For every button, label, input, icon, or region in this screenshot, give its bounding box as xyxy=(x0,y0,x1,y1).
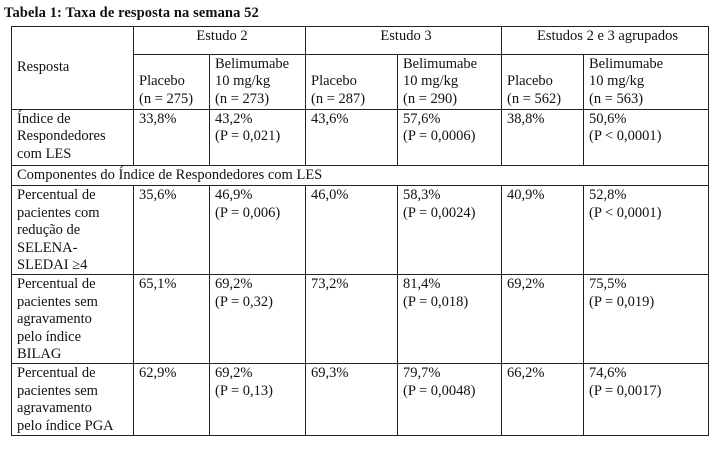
subheader-dose: 10 mg/kg xyxy=(215,73,271,90)
cell-p-value: (P = 0,018) xyxy=(403,293,469,310)
cell-value: 52,8% xyxy=(589,187,627,204)
table-cell xyxy=(584,364,709,436)
cell-value: 66,2% xyxy=(507,365,545,382)
cell-value: 69,3% xyxy=(311,365,349,382)
subheader-cell xyxy=(306,55,398,110)
cell-value: 65,1% xyxy=(139,276,177,293)
cell-value: 50,6% xyxy=(589,111,627,127)
row-label-line: agravamento xyxy=(17,311,92,328)
group-header-estudo-3: Estudo 3 xyxy=(306,27,502,55)
cell-value: 74,6% xyxy=(589,365,627,382)
cell-value: 69,2% xyxy=(507,276,545,293)
row-label-line: com LES xyxy=(17,145,72,162)
table-cell xyxy=(134,186,210,275)
subheader-n: (n = 275) xyxy=(139,90,194,107)
table-cell xyxy=(398,364,502,436)
cell-p-value: (P = 0,13) xyxy=(215,382,273,399)
row-label-line: redução de xyxy=(17,222,81,239)
subheader-dose: 10 mg/kg xyxy=(403,73,459,90)
cell-value: 46,9% xyxy=(215,187,253,204)
cell-p-value: (P = 0,021) xyxy=(215,128,281,145)
group-header-estudo-2: Estudo 2 xyxy=(134,27,306,55)
table-cell xyxy=(210,275,306,364)
table-cell xyxy=(210,186,306,275)
cell-value: 58,3% xyxy=(403,187,441,204)
table-caption: Tabela 1: Taxa de resposta na semana 52 xyxy=(4,5,259,21)
cell-p-value: (P = 0,32) xyxy=(215,293,273,310)
row-label-line: BILAG xyxy=(17,346,62,363)
table-cell xyxy=(502,275,584,364)
table-cell xyxy=(584,186,709,275)
subheader-arm: Placebo xyxy=(507,73,553,90)
subheader-n: (n = 563) xyxy=(589,90,644,107)
subheader-cell xyxy=(398,55,502,110)
cell-p-value: (P = 0,006) xyxy=(215,204,281,221)
table-cell xyxy=(134,275,210,364)
cell-p-value: (P = 0,019) xyxy=(589,293,655,310)
cell-p-value: (P = 0,0024) xyxy=(403,204,476,221)
cell-value: 75,5% xyxy=(589,276,627,293)
cell-value: 38,8% xyxy=(507,111,545,127)
subheader-arm: Placebo xyxy=(311,73,357,90)
row-label-line: pacientes sem xyxy=(17,293,98,310)
table-row xyxy=(12,275,709,364)
table-cell xyxy=(134,110,210,166)
row-label-line: pacientes sem xyxy=(17,382,98,399)
cell-value: 62,9% xyxy=(139,365,177,382)
row-label-line: agravamento xyxy=(17,400,92,417)
subheader-n: (n = 273) xyxy=(215,90,270,107)
group-header-pooled: Estudos 2 e 3 agrupados xyxy=(502,27,709,55)
subheader-cell xyxy=(134,55,210,110)
response-rate-table xyxy=(11,26,709,436)
table-cell xyxy=(502,186,584,275)
group-header-row xyxy=(12,27,709,55)
cell-value: 69,2% xyxy=(215,276,253,293)
cell-value: 57,6% xyxy=(403,111,441,127)
table-cell xyxy=(210,110,306,166)
cell-p-value: (P < 0,0001) xyxy=(589,128,662,145)
table-row xyxy=(12,186,709,275)
row-label xyxy=(12,275,134,364)
table-cell xyxy=(398,275,502,364)
table-cell xyxy=(398,186,502,275)
subheader-arm: Placebo xyxy=(139,73,185,90)
row-label-line: Percentual de xyxy=(17,276,96,293)
row-label-line: pelo índice xyxy=(17,328,82,345)
cell-value: 40,9% xyxy=(507,187,545,204)
row-label-line: Percentual de xyxy=(17,187,96,204)
cell-value: 79,7% xyxy=(403,365,441,382)
row-label-line: SELENA- xyxy=(17,239,78,256)
table-row xyxy=(12,364,709,436)
table-cell xyxy=(502,364,584,436)
cell-value: 73,2% xyxy=(311,276,349,293)
row-label xyxy=(12,110,134,166)
row-label xyxy=(12,186,134,275)
table-cell xyxy=(306,186,398,275)
row-label-line: Índice de xyxy=(17,111,71,127)
cell-value: 33,8% xyxy=(139,111,177,127)
subheader-cell xyxy=(210,55,306,110)
cell-value: 43,2% xyxy=(215,111,253,127)
row-label-line: Percentual de xyxy=(17,365,96,382)
cell-value: 46,0% xyxy=(311,187,349,204)
subheader-arm: Belimumabe xyxy=(403,55,478,72)
table-cell xyxy=(306,275,398,364)
cell-p-value: (P = 0,0048) xyxy=(403,382,476,399)
cell-value: 81,4% xyxy=(403,276,441,293)
section-title: Componentes do Índice de Respondedores com LES xyxy=(12,166,709,186)
subheader-n: (n = 562) xyxy=(507,90,562,107)
row-label-line: pelo índice PGA xyxy=(17,417,114,434)
table-cell xyxy=(306,364,398,436)
row-label xyxy=(12,364,134,436)
table-cell xyxy=(398,110,502,166)
section-row xyxy=(12,166,709,186)
row-label-line: Respondedores xyxy=(17,128,106,145)
subheader-cell xyxy=(584,55,709,110)
table-cell xyxy=(306,110,398,166)
subheader-n: (n = 287) xyxy=(311,90,366,107)
subheader-dose: 10 mg/kg xyxy=(589,73,645,90)
table-cell xyxy=(584,110,709,166)
cell-p-value: (P = 0,0017) xyxy=(589,382,662,399)
table-cell xyxy=(502,110,584,166)
subheader-arm: Belimumabe xyxy=(215,55,290,72)
response-column-header: Resposta xyxy=(12,27,134,110)
row-label-line: SLEDAI ≥4 xyxy=(17,257,88,274)
cell-p-value: (P = 0,0006) xyxy=(403,128,476,145)
subheader-n: (n = 290) xyxy=(403,90,458,107)
table-cell xyxy=(210,364,306,436)
table-cell xyxy=(584,275,709,364)
row-label-line: pacientes com xyxy=(17,204,100,221)
cell-value: 69,2% xyxy=(215,365,253,382)
cell-value: 35,6% xyxy=(139,187,177,204)
cell-value: 43,6% xyxy=(311,111,349,127)
table-cell xyxy=(134,364,210,436)
table-row xyxy=(12,110,709,166)
cell-p-value: (P < 0,0001) xyxy=(589,204,662,221)
subheader-cell xyxy=(502,55,584,110)
subheader-arm: Belimumabe xyxy=(589,55,664,72)
